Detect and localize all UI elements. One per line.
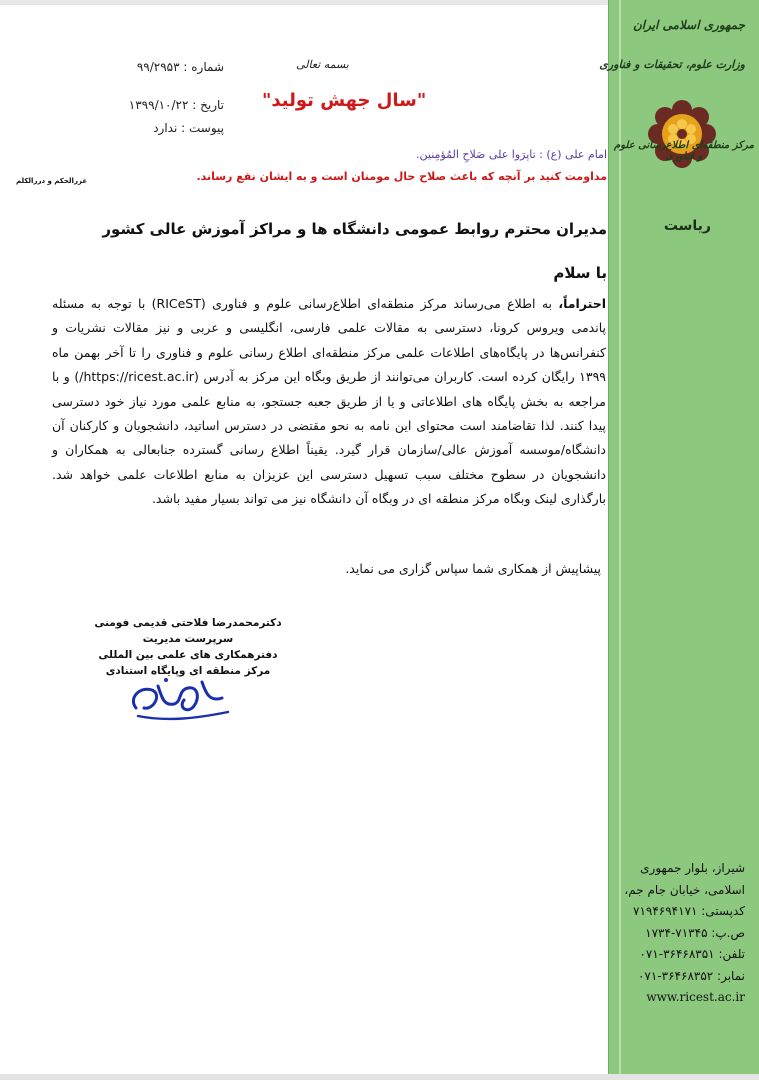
- phone-number: تلفن: ۳۶۴۶۸۳۵۱-۰۷۱: [639, 947, 745, 961]
- country-name: جمهوری اسلامی ایران: [632, 18, 745, 32]
- hadith-source: غررالحکم و دررالکلم: [16, 177, 88, 185]
- letterhead-sidebar: [599, 0, 759, 1080]
- hadith-arabic: امام علی (ع) : تاپرَوا علی صَلاحِ المُؤمِنین.: [416, 148, 607, 161]
- letter-number-value: ۹۹/۲۹۵۳: [136, 60, 180, 74]
- letter-body: [52, 292, 606, 512]
- postal-code: کدپستی: ۷۱۹۴۶۹۴۱۷۱: [633, 904, 745, 918]
- closing-thanks: پیشاپیش از همکاری شما سپاس گزاری می نماید.: [345, 561, 601, 576]
- hadith-translation: مداومت کنید بر آنچه که باعث صلاح حال مومنان است و به ایشان نفع رساند.: [196, 170, 607, 183]
- greeting: با سلام: [553, 264, 607, 282]
- po-box: ص.پ: ۷۱۳۴۵-۱۷۳۴: [645, 925, 745, 940]
- ministry-name: وزارت علوم، تحقیقات و فناوری: [599, 58, 745, 71]
- letter-date-value: ۱۳۹۹/۱۰/۲۲: [128, 98, 189, 112]
- handwritten-signature: [118, 668, 238, 726]
- address-line: اسلامی، خیابان جام جم،: [624, 882, 745, 897]
- letter-number: [78, 60, 224, 74]
- body-lead: احتراماً،: [558, 296, 606, 311]
- letter-attachment: [78, 121, 224, 135]
- signatory-title: سرپرست مدیریت: [142, 633, 234, 645]
- bismillah: بسمه تعالی: [296, 58, 349, 71]
- addressee: مدیران محترم روابط عمومی دانشگاه ها و مراکز آموزش عالی کشور: [102, 220, 607, 238]
- center-name: مرکز منطقه‌ای اطلاع‌رسانی علوم و فناوری: [614, 140, 754, 162]
- attachment-value: ندارد: [153, 121, 178, 135]
- letter-date: [78, 98, 224, 112]
- address-line: شیراز، بلوار جمهوری: [640, 861, 745, 875]
- signatory-department: دفترهمکاری های علمی بین المللی: [98, 649, 278, 661]
- letter-date-label: تاریخ :: [192, 98, 224, 112]
- year-slogan: "سال جهش تولید": [262, 90, 427, 111]
- office-title: ریاست: [663, 218, 711, 234]
- body-text: به اطلاع می‌رساند مرکز منطقه‌ای اطلاع‌رسانی علوم و فناوری (RICeST) با توجه به مسئله پاندمی ویروس کرونا، دسترسی به مقالات علمی فارسی، انگلیسی و عربی و نیز مقالات نشریات و کنفرانس‌ها در پایگاه‌های اطلاعات علمی مرکز منطقه‌ای اطلاع رسانی علوم و فناوری را تا آخر بهمن ماه ۱۳۹۹ رایگان کرده است. کاربران می‌توانند از طریق وبگاه این مرکز به آدرس (https://ricest.ac.ir/) و با مراجعه به بخش پایگاه های اطلاعاتی و یا از طریق جعبه جستجو، به منابع علمی مورد نیاز خود دسترسی پیدا کنند. لذا تقاضامند است محتوای این نامه به نحو مقتضی در دسترس اساتید، دانشجویان و کارکنان آن دانشگاه/موسسه آموزش عالی/سازمان قرار گیرد. یقیناً اطلاع رسانی گسترده جنابعالی به همکاران و دانشجویان در سطوح مختلف سبب تسهیل دسترسی این عزیزان به منابع اطلاعات علمی خواهد شد. بارگذاری لینک وبگاه مرکز منطقه ای در وبگاه آن دانشگاه نیز می تواند بسیار مفید باشد.: [52, 296, 607, 507]
- signatory-center: مرکز منطقه ای وپایگاه استنادی: [105, 665, 271, 677]
- contact-address: [615, 858, 745, 1009]
- signatory-name: دکترمحمدرضا فلاحتی قدیمی فومنی: [94, 617, 282, 629]
- letter-number-label: شماره :: [183, 60, 224, 74]
- bottom-border: [0, 1074, 759, 1080]
- fax-number: نمابر: ۳۶۴۶۸۳۵۲-۰۷۱: [637, 968, 745, 983]
- attachment-label: پیوست :: [181, 121, 224, 135]
- website-url: www.ricest.ac.ir: [646, 990, 745, 1004]
